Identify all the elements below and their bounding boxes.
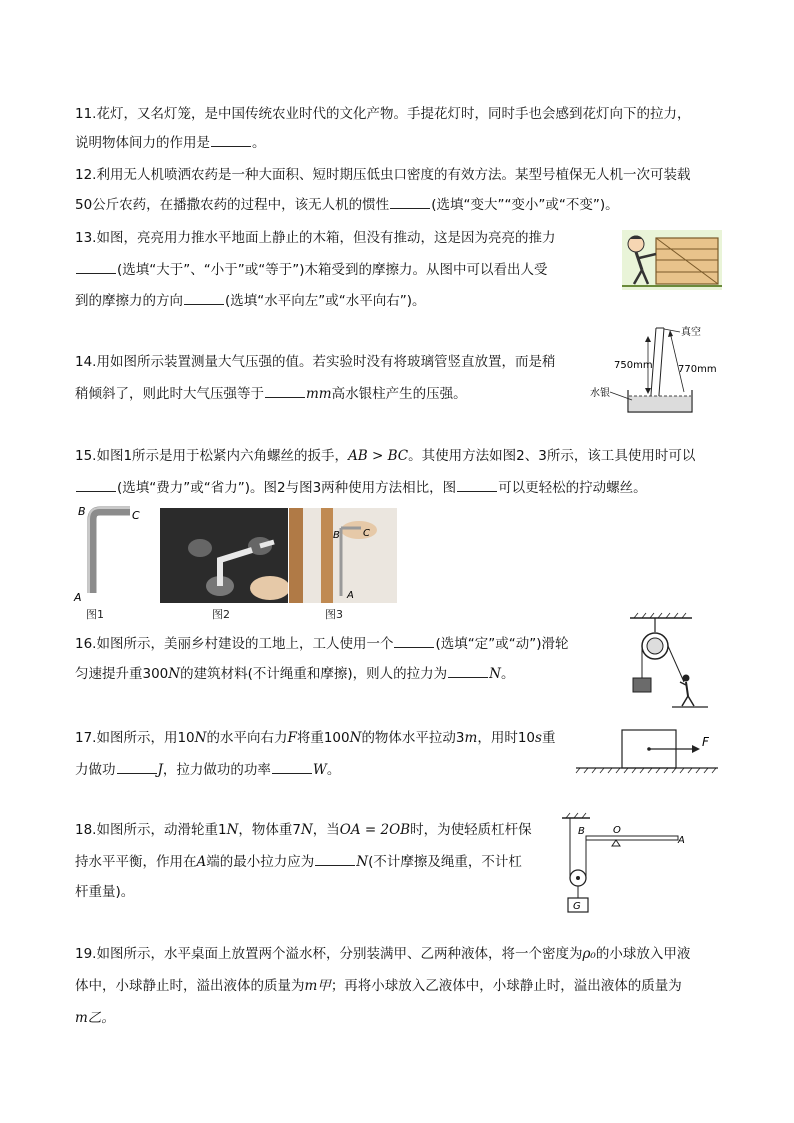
q14-label-770: 770mm — [678, 364, 717, 375]
q19-line2: 体中，小球静止时，溢出液体的质量为m甲；再将小球放入乙液体中，小球静止时，溢出液体的质量为 — [75, 978, 682, 994]
q14-label-750: 750mm — [614, 360, 653, 371]
q17-line2: 力做功 J，拉力做功的功率 W。 — [75, 759, 340, 780]
q12-line2: 50公斤农药，在播撒农药的过程中，该无人机的惯性 (选填“变大”“变小”或“不变”)。 — [75, 194, 619, 215]
q11-line2: 说明物体间力的作用是 。 — [75, 132, 266, 153]
q15-fig3-label-A: A — [347, 590, 354, 601]
q15-fig1-label-C: C — [132, 509, 140, 522]
q17-figure-block — [574, 724, 720, 776]
q18-label-O: O — [613, 825, 621, 836]
q16-line1: 16.如图所示，美丽乡村建设的工地上，工人使用一个 (选填“定”或“动”)滑轮 — [75, 633, 569, 654]
q19-line1: 19.如图所示，水平桌面上放置两个溢水杯，分别装满甲、乙两种液体，将一个密度为ρ₀的小球放入甲液 — [75, 946, 691, 962]
q14-blank[interactable] — [265, 383, 305, 398]
q15-fig2-caption: 图2 — [212, 608, 230, 621]
q14-label-vacuum: 真空 — [681, 327, 701, 338]
q16-blank-2[interactable] — [448, 663, 488, 678]
q15-line1: 15.如图1所示是用于松紧内六角螺丝的扳手，AB > BC。其使用方法如图2、3所示，该工具使用时可以 — [75, 448, 696, 464]
q13-line2: (选填“大于”、“小于”或“等于”)木箱受到的摩擦力。从图中可以看出人受 — [75, 259, 548, 280]
q13-line1: 13.如图，亮亮用力推水平地面上静止的木箱，但没有推动，这是因为亮亮的推力 — [75, 230, 556, 246]
q14-figure-barometer — [588, 320, 728, 420]
q15-fig1-label-A: A — [74, 591, 82, 604]
q13-figure-push-box — [622, 230, 722, 290]
q18-label-G: G — [573, 901, 581, 912]
q15-figure3-photo — [289, 508, 397, 603]
q14-line1: 14.用如图所示装置测量大气压强的值。若实验时没有将玻璃管竖直放置，而是稍 — [75, 354, 556, 370]
q18-line3: 杆重量)。 — [75, 884, 135, 900]
q19-line3: m乙。 — [75, 1010, 115, 1026]
q12-blank[interactable] — [390, 194, 430, 209]
q18-line1: 18.如图所示，动滑轮重1N，物体重7N，当OA = 2OB时，为使轻质杠杆保 — [75, 822, 532, 838]
q15-fig3-label-C: C — [363, 528, 370, 539]
q11-blank[interactable] — [211, 132, 251, 147]
q12-line1: 12.利用无人机喷洒农药是一种大面积、短时期压低虫口密度的有效方法。某型号植保无人机一次可装载 — [75, 167, 691, 183]
q18-blank[interactable] — [315, 851, 355, 866]
q15-figure1-hex-key — [72, 505, 144, 605]
q13-blank-2[interactable] — [184, 290, 224, 305]
q13-blank-1[interactable] — [76, 259, 116, 274]
q18-line2: 持水平平衡，作用在A端的最小拉力应为 N(不计摩擦及绳重，不计杠 — [75, 851, 522, 872]
q11-line1: 11.花灯，又名灯笼，是中国传统农业时代的文化产物。手提花灯时，同时手也会感到花灯向下的拉力， — [75, 106, 691, 122]
q15-fig1-label-B: B — [78, 505, 86, 518]
q14-label-mercury: 水银 — [590, 388, 610, 399]
q18-label-A: A — [678, 835, 685, 846]
q18-label-B: B — [578, 826, 585, 837]
q15-blank-1[interactable] — [76, 477, 116, 492]
q15-line2: (选填“费力”或“省力”)。图2与图3两种使用方法相比，图 可以更轻松的拧动螺丝。 — [75, 477, 647, 498]
q17-blank-1[interactable] — [117, 759, 157, 774]
q15-figure2-photo — [160, 508, 288, 603]
q17-blank-2[interactable] — [272, 759, 312, 774]
q13-line3: 到的摩擦力的方向 (选填“水平向左”或“水平向右”)。 — [75, 290, 426, 311]
q15-fig1-caption: 图1 — [86, 608, 104, 621]
q16-figure-pulley — [620, 612, 712, 712]
q18-figure-lever — [556, 812, 696, 918]
q14-line2: 稍倾斜了，则此时大气压强等于 mm高水银柱产生的压强。 — [75, 383, 467, 404]
q15-fig3-caption: 图3 — [325, 608, 343, 621]
q15-blank-2[interactable] — [457, 477, 497, 492]
q15-fig3-label-B: B — [333, 530, 340, 541]
q16-blank-1[interactable] — [394, 633, 434, 648]
q17-line1: 17.如图所示，用10N的水平向右力F将重100N的物体水平拉动3m，用时10s重 — [75, 730, 556, 746]
q16-line2: 匀速提升重300N的建筑材料(不计绳重和摩擦)，则人的拉力为 N。 — [75, 663, 514, 684]
q17-label-F: F — [702, 735, 709, 749]
